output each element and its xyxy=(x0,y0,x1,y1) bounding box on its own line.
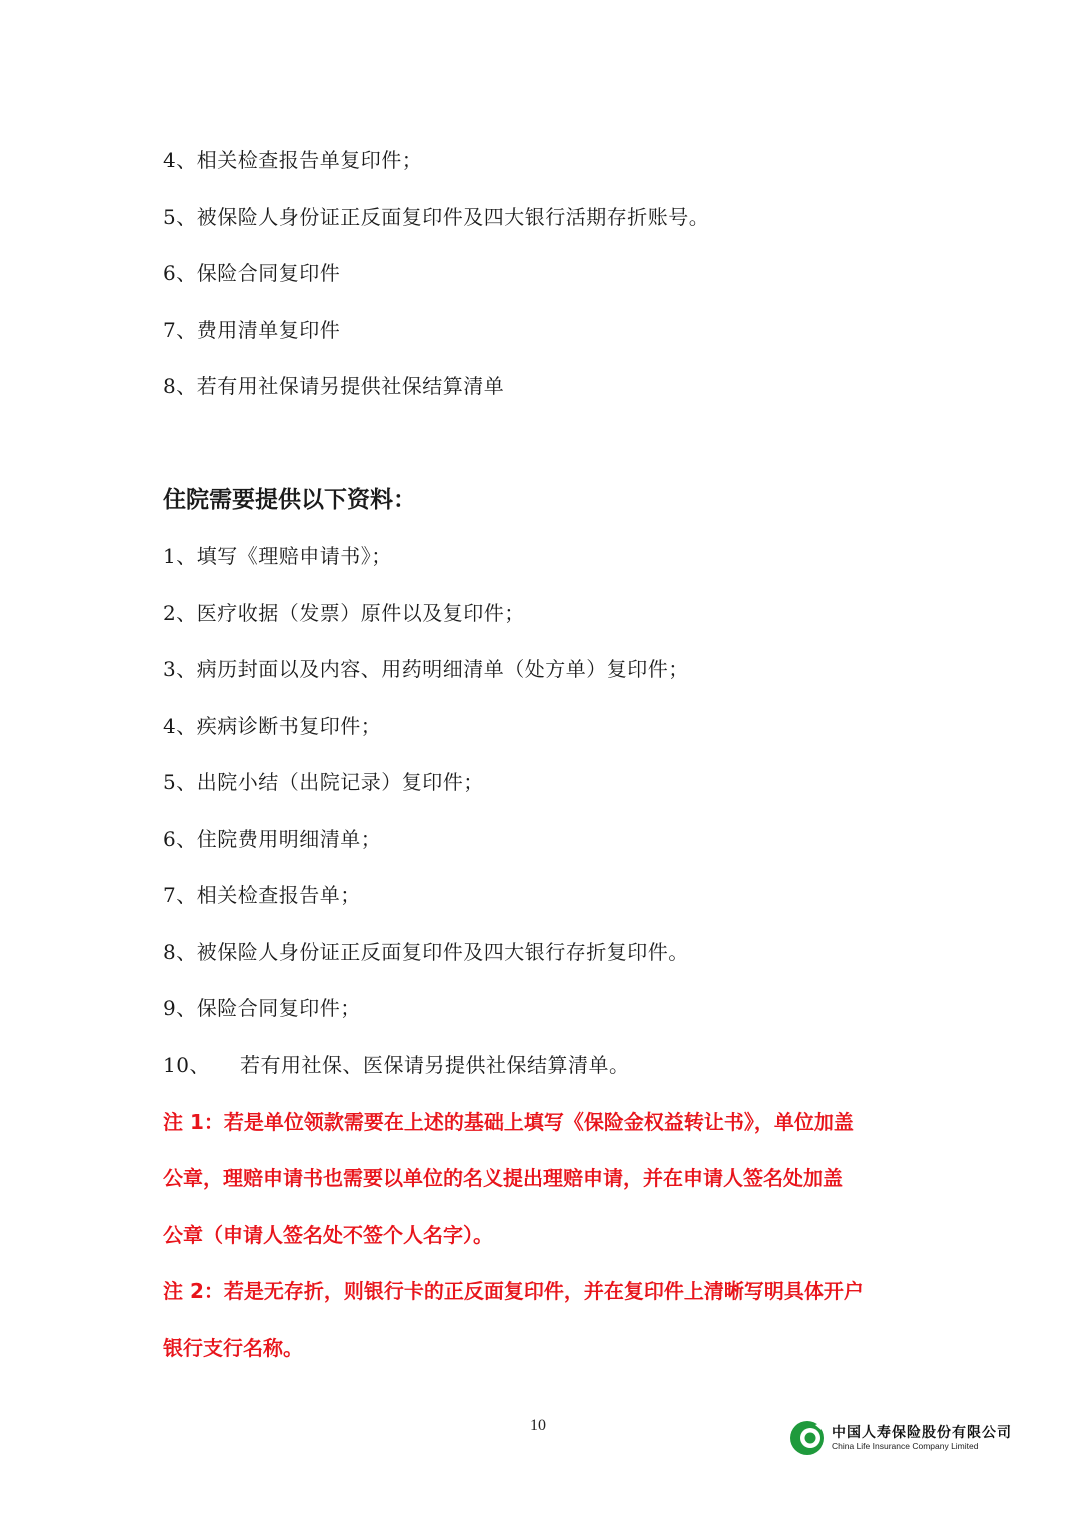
outpatient-item-5: 5、被保险人身份证正反面复印件及四大银行活期存折账号。 xyxy=(163,205,710,229)
note-2-line-2: 银行支行名称。 xyxy=(163,1336,303,1360)
company-logo xyxy=(788,1419,1048,1459)
outpatient-item-4: 4、相关检查报告单复印件； xyxy=(163,148,423,172)
inpatient-item-2: 2、医疗收据（发票）原件以及复印件； xyxy=(163,601,525,625)
company-name-cn: 中国人寿保险股份有限公司 xyxy=(832,1425,1012,1441)
outpatient-item-8: 8、若有用社保请另提供社保结算清单 xyxy=(163,374,505,398)
inpatient-item-1: 1、填写《理赔申请书》； xyxy=(163,544,392,568)
inpatient-item-10-number: 10、 xyxy=(163,1053,210,1077)
outpatient-item-7: 7、费用清单复印件 xyxy=(163,318,341,342)
inpatient-heading: 住院需要提供以下资料： xyxy=(163,487,416,513)
note-1-line-1: 注 1：若是单位领款需要在上述的基础上填写《保险金权益转让书》，单位加盖 xyxy=(163,1110,854,1134)
inpatient-item-7: 7、相关检查报告单； xyxy=(163,883,361,907)
note-2-line-1: 注 2：若是无存折，则银行卡的正反面复印件，并在复印件上清晰写明具体开户 xyxy=(163,1279,864,1303)
inpatient-item-6: 6、住院费用明细清单； xyxy=(163,827,382,851)
note-1-line-3: 公章（申请人签名处不签个人名字）。 xyxy=(163,1223,493,1247)
outpatient-item-6: 6、保险合同复印件 xyxy=(163,261,341,285)
inpatient-item-10 xyxy=(163,1053,630,1077)
note-1-line-2: 公章，理赔申请书也需要以单位的名义提出理赔申请，并在申请人签名处加盖 xyxy=(163,1166,843,1190)
page-number: 10 xyxy=(530,1417,546,1434)
inpatient-item-4: 4、疾病诊断书复印件； xyxy=(163,714,382,738)
china-life-logo-icon xyxy=(788,1419,826,1457)
inpatient-item-5: 5、出院小结（出院记录）复印件； xyxy=(163,770,484,794)
inpatient-item-10-text: 若有用社保、医保请另提供社保结算清单。 xyxy=(240,1053,630,1077)
inpatient-item-8: 8、被保险人身份证正反面复印件及四大银行存折复印件。 xyxy=(163,940,689,964)
inpatient-item-9: 9、保险合同复印件； xyxy=(163,996,361,1020)
inpatient-item-3: 3、病历封面以及内容、用药明细清单（处方单）复印件； xyxy=(163,657,689,681)
company-name-en: China Life Insurance Company Limited xyxy=(832,1441,979,1451)
